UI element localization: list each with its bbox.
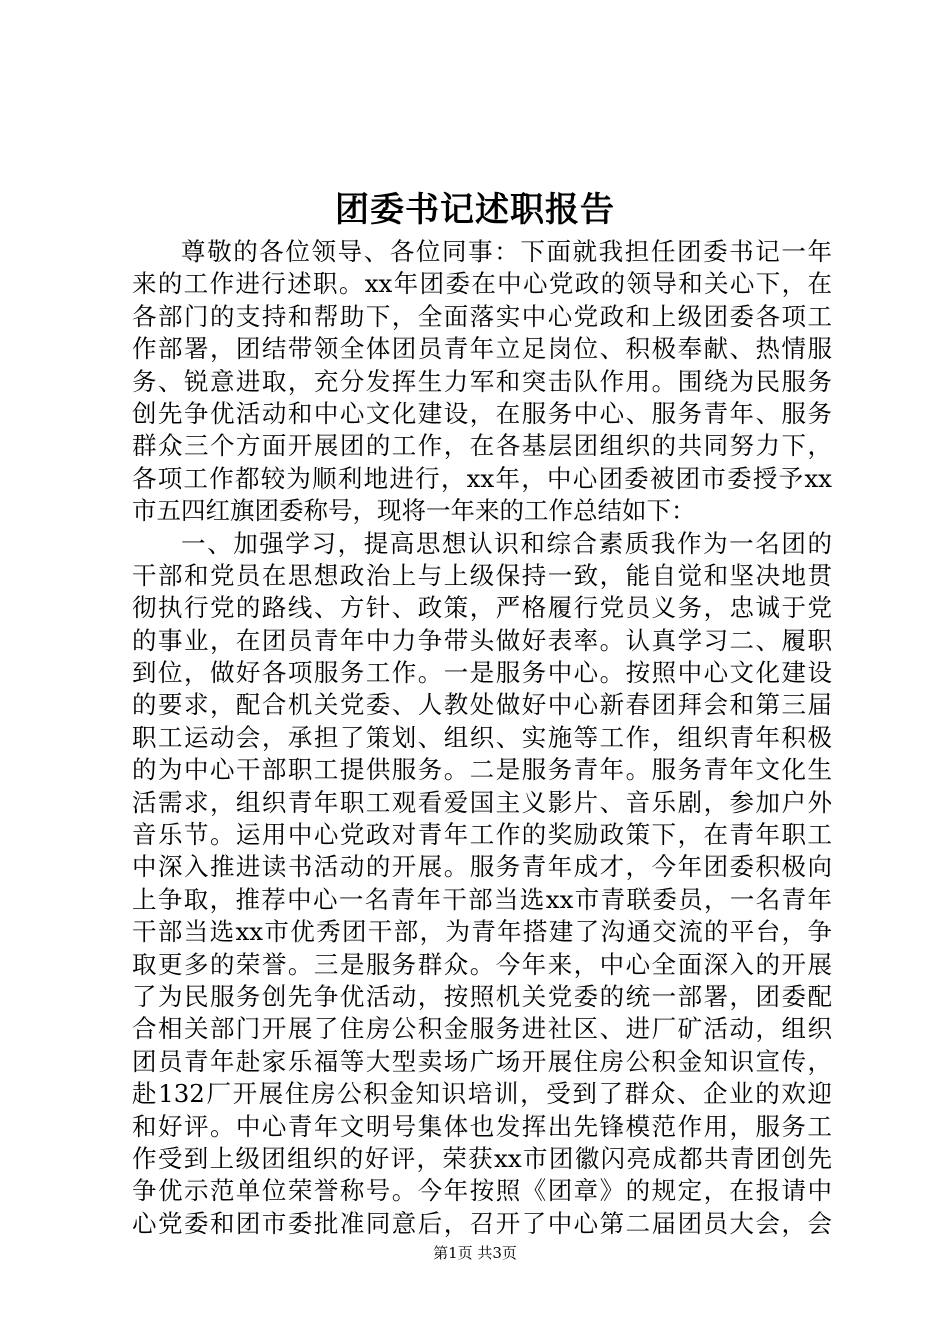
paragraph-line: 中深入推进读书活动的开展。服务青年成才，今年团委积极向 bbox=[132, 852, 832, 882]
paragraph-line: 上争取，推荐中心一名青年干部当选xx市青联委员，一名青年 bbox=[132, 884, 832, 914]
paragraph-line: 来的工作进行述职。xx年团委在中心党政的领导和关心下，在 bbox=[132, 269, 832, 299]
paragraph-line: 活需求，组织青年职工观看爱国主义影片、音乐剧，参加户外 bbox=[132, 787, 832, 817]
paragraph-line: 和好评。中心青年文明号集体也发挥出先锋模范作用，服务工 bbox=[132, 1111, 832, 1141]
paragraph-line: 尊敬的各位领导、各位同事：下面就我担任团委书记一年 bbox=[181, 237, 832, 266]
page-footer: 第1页 共3页 bbox=[433, 1244, 517, 1262]
paragraph-line: 争优示范单位荣誉称号。今年按照《团章》的规定，在报请中 bbox=[132, 1176, 832, 1206]
paragraph-line: 作部署，团结带领全体团员青年立足岗位、积极奉献、热情服 bbox=[132, 334, 832, 364]
paragraph-line: 务、锐意进取，充分发挥生力军和突击队作用。围绕为民服务 bbox=[132, 366, 832, 396]
paragraph-line: 的要求，配合机关党委、人教处做好中心新春团拜会和第三届 bbox=[132, 690, 832, 720]
paragraph-line: 各项工作都较为顺利地进行，xx年，中心团委被团市委授予xx bbox=[132, 463, 832, 493]
paragraph-line: 合相关部门开展了住房公积金服务进社区、进厂矿活动，组织 bbox=[132, 1014, 832, 1044]
paragraph-line: 到位，做好各项服务工作。一是服务中心。按照中心文化建设 bbox=[132, 658, 832, 688]
paragraph-line: 一、加强学习，提高思想认识和综合素质我作为一名团的 bbox=[181, 528, 832, 558]
paragraph-line: 的为中心干部职工提供服务。二是服务青年。服务青年文化生 bbox=[132, 755, 832, 785]
paragraph-line: 心党委和团市委批准同意后，召开了中心第二届团员大会，会 bbox=[132, 1208, 832, 1238]
paragraph-line: 群众三个方面开展团的工作，在各基层团组织的共同努力下， bbox=[132, 431, 832, 461]
paragraph-line: 干部当选xx市优秀团干部，为青年搭建了沟通交流的平台，争 bbox=[132, 917, 832, 947]
paragraph-line: 干部和党员在思想政治上与上级保持一致，能自觉和坚决地贯 bbox=[132, 560, 832, 590]
paragraph-line: 赴132厂开展住房公积金知识培训，受到了群众、企业的欢迎 bbox=[132, 1079, 832, 1109]
paragraph-line: 市五四红旗团委称号，现将一年来的工作总结如下： bbox=[132, 496, 696, 526]
document-body bbox=[132, 236, 832, 1240]
paragraph-line: 了为民服务创先争优活动，按照机关党委的统一部署，团委配 bbox=[132, 981, 832, 1011]
paragraph-line: 创先争优活动和中心文化建设，在服务中心、服务青年、服务 bbox=[132, 398, 832, 428]
paragraph-line: 各部门的支持和帮助下，全面落实中心党政和上级团委各项工 bbox=[132, 301, 832, 331]
paragraph-line: 团员青年赴家乐福等大型卖场广场开展住房公积金知识宣传， bbox=[132, 1046, 832, 1076]
paragraph-line: 作受到上级团组织的好评，荣获xx市团徽闪亮成都共青团创先 bbox=[132, 1143, 832, 1173]
paragraph-line: 音乐节。运用中心党政对青年工作的奖励政策下，在青年职工 bbox=[132, 820, 832, 850]
paragraph-line: 的事业，在团员青年中力争带头做好表率。认真学习二、履职 bbox=[132, 625, 832, 655]
document-title: 团委书记述职报告 bbox=[335, 190, 615, 230]
paragraph-line: 职工运动会，承担了策划、组织、实施等工作，组织青年积极 bbox=[132, 722, 832, 752]
paragraph-line: 彻执行党的路线、方针、政策，严格履行党员义务，忠诚于党 bbox=[132, 593, 832, 623]
paragraph-line: 取更多的荣誉。三是服务群众。今年来，中心全面深入的开展 bbox=[132, 949, 832, 979]
